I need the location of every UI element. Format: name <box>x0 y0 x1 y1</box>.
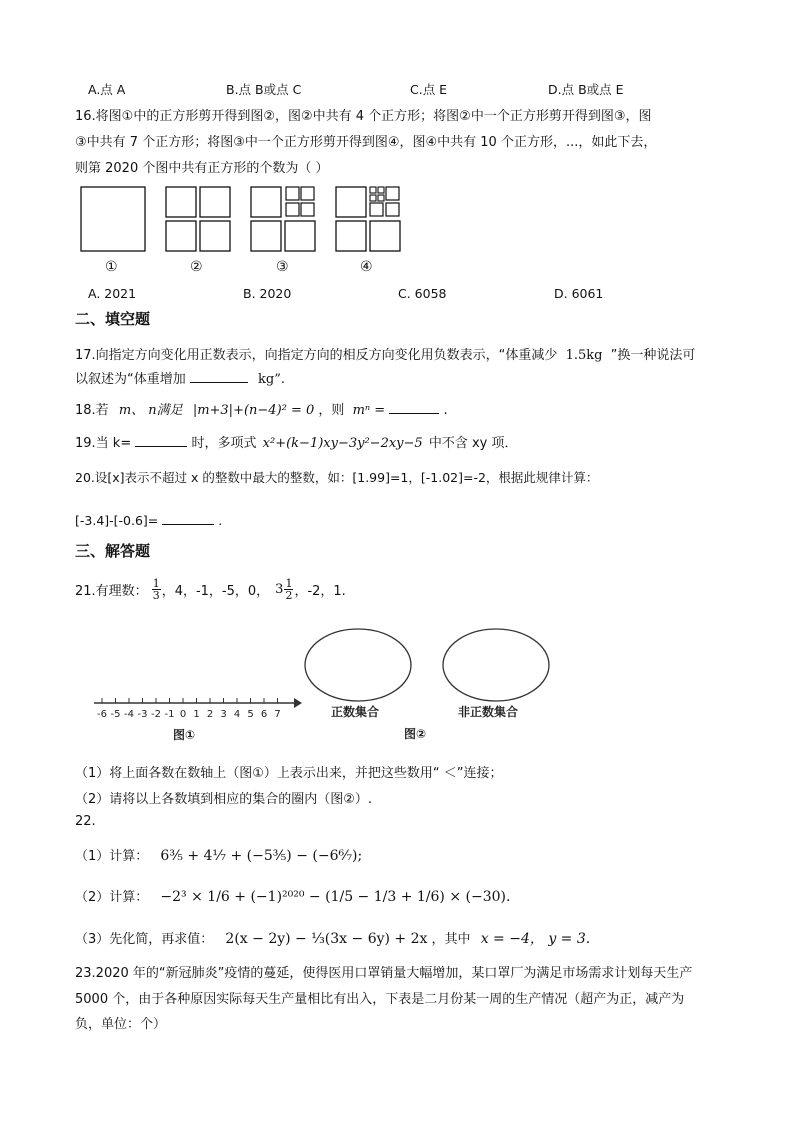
q18-answer-blank[interactable] <box>389 399 439 414</box>
q21-line <box>75 578 346 601</box>
q17-line-1 <box>75 344 695 363</box>
q22-sub-2 <box>75 886 510 905</box>
q22-sub-1-label: （1）计算： <box>75 849 149 864</box>
number-line-tick-label: -4 <box>124 709 134 720</box>
q20-line-2 <box>75 510 222 528</box>
fig3-label: ③ <box>276 259 289 275</box>
number-line-tick-label: 7 <box>274 709 281 720</box>
q20-line-1: 20.设[x]表示不超过 x 的整数中最大的整数，如：[1.99]=1，[-1.02]=-2，根据此规律计算： <box>75 470 599 485</box>
q16-line-2: ③中共有 7 个正方形；将图③中一个正方形剪开得到图④，图④中共有 10 个正方形，...，如此下去， <box>75 135 657 150</box>
number-line-tick-label: 4 <box>233 709 241 720</box>
non-positive-set-label: 非正数集合 <box>458 705 519 719</box>
q21-sub-1: （1）将上面各数在数轴上（图①）上表示出来，并把这些数用“ ＜”连接； <box>75 766 503 781</box>
section-solve-title: 三、解答题 <box>75 542 151 560</box>
number-line-tick-label: 2 <box>206 709 214 720</box>
q19-polynomial: x²+(k−1)xy−3y²−2xy−5 <box>262 436 423 451</box>
q17-text-d: kg”. <box>258 372 286 387</box>
q18-vars: m、 n满足 <box>118 403 183 418</box>
q21-sub-2: （2）请将以上各数填到相应的集合的圈内（图②）. <box>75 792 373 807</box>
q17-text-a: 17.向指定方向变化用正数表示，向指定方向的相反方向变化用负数表示，“体重减少 <box>75 348 558 363</box>
q20-answer-blank[interactable] <box>162 510 214 525</box>
number-line-tick-label: -2 <box>151 709 161 720</box>
q22-sub-3-where: ，其中 <box>431 932 471 947</box>
number-line-tick-label: -1 <box>164 709 175 720</box>
positive-set-ellipse <box>305 629 411 701</box>
q18-target: mⁿ = <box>352 403 386 418</box>
number-line-tick-label: 1 <box>193 709 200 720</box>
q23-line-3: 负，单位：个） <box>75 1017 167 1032</box>
q17-line-2 <box>75 368 285 387</box>
number-line-tick-label: 6 <box>260 709 268 720</box>
q16-option-c: C. 6058 <box>398 286 447 301</box>
q16-option-a: A. 2021 <box>88 286 137 301</box>
positive-set-label: 正数集合 <box>331 705 380 719</box>
non-positive-set-ellipse <box>443 629 549 701</box>
q17-answer-blank[interactable] <box>190 368 248 383</box>
q18-prefix: 18.若 <box>75 403 109 418</box>
q22-sub-2-label: （2）计算： <box>75 890 149 905</box>
q22-sub-1-expression: 6⅗ + 4⅐ + (−5⅗) − (−6⁶⁄₇); <box>160 848 363 864</box>
q23-line-2: 5000 个，由于各种原因实际每天生产量相比有出入，下表是二月份某一周的生产情况（超产为正，减产为 <box>75 992 685 1007</box>
q15-option-c: C.点 E <box>410 82 448 97</box>
number-line-labels <box>97 709 281 720</box>
fig2-label: ② <box>190 259 203 275</box>
number-line-tick-label: -6 <box>97 709 107 720</box>
q17-text-b: ”换一种说法可 <box>610 348 696 363</box>
q17-value: 1.5kg <box>565 348 603 363</box>
q20-end: . <box>218 513 223 528</box>
q22-number: 22. <box>75 814 96 829</box>
q21-fraction: $\frac{1}{3}$ <box>152 577 160 602</box>
fig1-square <box>81 187 145 251</box>
q21-suffix: ，-2，1. <box>294 584 346 599</box>
fig3-squares <box>251 187 315 251</box>
q23-line-1: 23.2020 年的“新冠肺炎”疫情的蔓延，使得医用口罩销量大幅增加，某口罩厂为满足市场需求计划每天生产 <box>75 966 693 981</box>
q19-prefix: 19.当 k= <box>75 436 132 451</box>
number-line-tick-label: -5 <box>110 709 121 720</box>
q21-middle: ，4，-1，-5，0， <box>161 584 270 599</box>
q15-option-a: A.点 A <box>88 82 126 97</box>
q16-option-b: B. 2020 <box>243 286 292 301</box>
number-line-arrow <box>294 698 302 708</box>
number-line-tick-label: 5 <box>247 709 254 720</box>
q21-mixed-fraction: $\frac{1}{2}$ <box>285 577 293 602</box>
q22-sub-3-values: x = −4， y = 3. <box>480 931 591 947</box>
q18-then: ，则 <box>318 403 345 418</box>
q22-sub-3 <box>75 928 590 948</box>
q16-option-d: D. 6061 <box>554 286 604 301</box>
q22-sub-2-expression: −2³ × 1/6 + (−1)²⁰²⁰ − (1/5 − 1/3 + 1/6) × (−30). <box>160 889 511 905</box>
q20-expression: [-3.4]-[-0.6]= <box>75 513 159 528</box>
q19-mid: 时，多项式 <box>191 436 257 451</box>
q16-figures <box>70 180 420 275</box>
section-fill-in-title: 二、填空题 <box>75 310 151 328</box>
q21-figures <box>88 625 558 745</box>
number-line-tick-label: 0 <box>179 709 187 720</box>
q21-mixed-whole: 3 <box>275 582 284 597</box>
number-line-tick-label: 3 <box>220 709 227 720</box>
fig2-caption: 图② <box>404 727 427 741</box>
q17-text-c: 以叙述为“体重增加 <box>75 372 186 387</box>
q16-line-1: 16.将图①中的正方形剪开得到图②，图②中共有 4 个正方形；将图②中一个正方形剪开得到图③，图 <box>75 109 652 124</box>
q15-option-d: D.点 B或点 E <box>548 82 624 97</box>
fig1-caption: 图① <box>173 728 196 742</box>
fig1-label: ① <box>105 259 118 275</box>
q15-option-b: B.点 B或点 C <box>226 82 302 97</box>
q18-line <box>75 399 448 418</box>
fig4-squares <box>336 187 400 251</box>
q18-end: . <box>443 403 448 418</box>
fig2-squares <box>166 187 230 251</box>
q22-sub-3-label: （3）先化简，再求值： <box>75 932 214 947</box>
q19-suffix: 中不含 xy 项． <box>428 436 518 451</box>
q21-prefix: 21.有理数： <box>75 584 148 599</box>
q16-line-3: 则第 2020 个图中共有正方形的个数为（ ） <box>75 161 329 176</box>
q22-sub-3-expression: 2(x − 2y) − ⅓(3x − 6y) + 2x <box>225 931 428 947</box>
q18-equation: |m+3|+(n−4)² = 0 <box>192 403 315 418</box>
fig4-label: ④ <box>360 259 373 275</box>
q19-line <box>75 432 518 451</box>
number-line-tick-label: -3 <box>137 709 148 720</box>
q22-sub-1 <box>75 845 362 864</box>
q19-answer-blank[interactable] <box>135 432 187 447</box>
